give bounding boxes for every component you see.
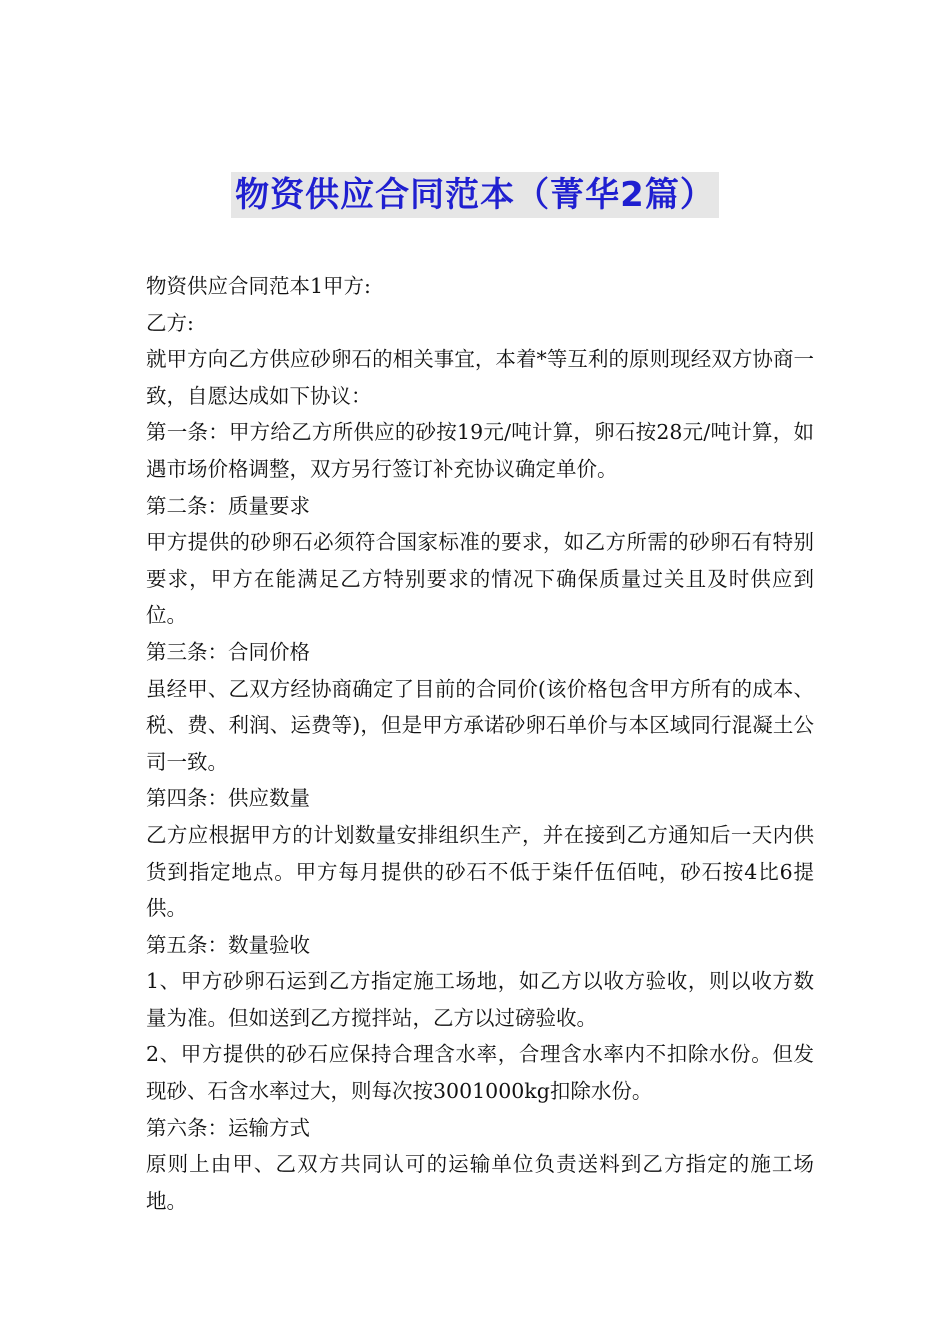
- heading-article-6: 第六条：运输方式: [146, 1115, 310, 1140]
- title-container: [0, 172, 950, 218]
- paragraph-article-4: 乙方应根据甲方的计划数量安排组织生产，并在接到乙方通知后一天内供货到指定地点。甲方每月提供的砂石不低于柒仟伍佰吨，砂石按4比6提供。: [146, 822, 814, 921]
- paragraph-party-b: 乙方:: [146, 310, 194, 335]
- paragraph-article-2: 甲方提供的砂卵石必须符合国家标准的要求，如乙方所需的砂卵石有特别要求，甲方在能满足乙方特别要求的情况下确保质量过关且及时供应到位。: [146, 530, 814, 628]
- heading-article-2: 第二条：质量要求: [146, 493, 310, 518]
- document-title: 物资供应合同范本（菁华2篇）: [231, 172, 719, 218]
- paragraph-article-5-item-2: 2、甲方提供的砂石应保持合理含水率，合理含水率内不扣除水份。但发现砂、石含水率过大，则每次按3001000kg扣除水份。: [146, 1042, 814, 1104]
- paragraph-article-6: 原则上由甲、乙双方共同认可的运输单位负责送料到乙方指定的施工场地。: [146, 1152, 814, 1213]
- paragraph-article-3: 虽经甲、乙双方经协商确定了目前的合同价(该价格包含甲方所有的成本、税、费、利润、运费等)，但是甲方承诺砂卵石单价与本区域同行混凝土公司一致。: [146, 676, 814, 774]
- heading-article-4: 第四条：供应数量: [146, 786, 310, 811]
- heading-article-3: 第三条：合同价格: [146, 639, 310, 664]
- document-body: [146, 268, 814, 1219]
- paragraph-article-5-item-1: 1、甲方砂卵石运到乙方指定施工场地，如乙方以收方验收，则以收方数量为准。但如送到乙方搅拌站，乙方以过磅验收。: [146, 969, 814, 1030]
- heading-article-5: 第五条：数量验收: [146, 932, 310, 957]
- paragraph-intro: 物资供应合同范本1甲方:: [146, 274, 371, 298]
- paragraph-article-1: 第一条：甲方给乙方所供应的砂按19元/吨计算，卵石按28元/吨计算，如遇市场价格调整，双方另行签订补充协议确定单价。: [146, 420, 814, 481]
- paragraph-preamble: 就甲方向乙方供应砂卵石的相关事宜，本着*等互利的原则现经双方协商一致，自愿达成如下协议：: [146, 347, 814, 408]
